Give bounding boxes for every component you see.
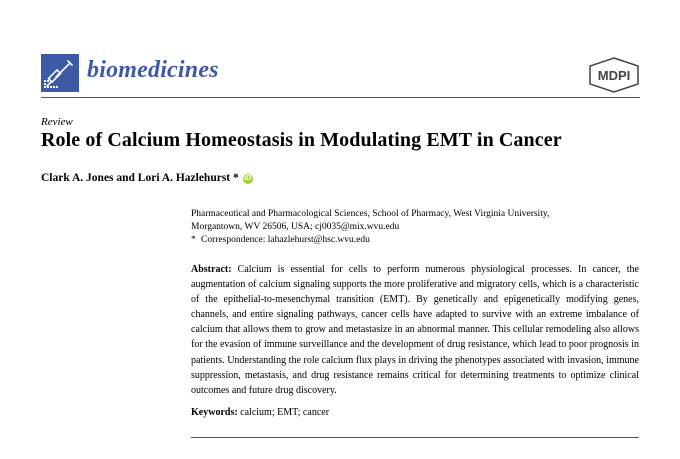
article-type: Review [41,116,73,128]
orcid-icon[interactable]: iD [244,175,252,182]
mdpi-logo [588,57,640,93]
abstract [191,262,639,398]
header-divider [41,97,640,98]
article-title: Role of Calcium Homeostasis in Modulating EMT in Cancer [41,129,562,151]
affiliation-line-2: Morgantown, WV 26506, USA; cj0035@mix.wvu.edu [191,222,400,232]
authors-text: Clark A. Jones and Lori A. Hazlehurst * [41,172,239,184]
publisher-name: MDPI [597,68,631,83]
keywords-label: Keywords: [191,407,238,418]
correspondence-marker: * [191,235,196,245]
abstract-label: Abstract: [191,264,232,275]
affiliation-line-1: Pharmaceutical and Pharmacological Sciences, School of Pharmacy, West Virginia University, [191,209,550,219]
keywords-text: calcium; EMT; cancer [240,407,330,418]
correspondence-text: Correspondence: lahazlehurst@hsc.wvu.edu [201,235,370,245]
author-list [41,172,253,184]
abstract-text: Calcium is essential for cells to perform numerous physiological processes. In cancer, the augmentation of calcium signaling supports the more proliferative and migratory cells, which is a characteristic of the epithelial-to-mesenchymal transition (EMT). By genetically and epigenetically modifying genes, channels, and entire signaling pathways, cancer cells have adapted to survive with an extreme imbalance of calcium that allows them to grow and metastasize in an abnormal manner. This cellular remodeling also allows for the evasion of immune surveillance and the development of drug resistance, which lead to poor prognosis in patients. Understanding the role calcium flux plays in driving the phenotypes associated with invasion, immune suppression, metastasis, and drug resistance remains critical for determining treatments to optimize clinical outcomes and future drug discovery. [191,264,639,396]
journal-name: biomedicines [87,57,219,83]
affiliation-block [191,208,639,247]
keywords [191,407,639,418]
correspondence-line [191,234,639,247]
journal-logo-icon [41,54,79,92]
section-divider [191,437,639,438]
